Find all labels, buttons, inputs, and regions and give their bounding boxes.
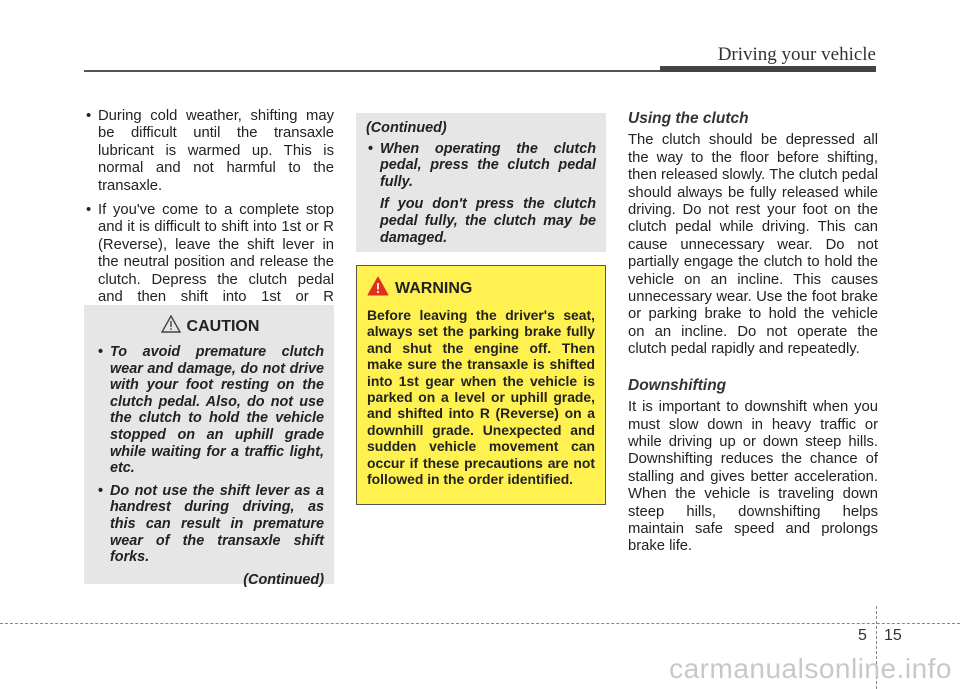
- continued-box: [356, 113, 606, 252]
- caution-list: [96, 344, 324, 566]
- footer-rule: [0, 623, 960, 624]
- continued-item-press-fully: • When operating the clutch pedal, press the clutch pedal fully.: [366, 141, 596, 191]
- warning-box: [356, 265, 606, 505]
- continued-para: If you don't press the clutch pedal fully, the clutch may be damaged.: [380, 196, 596, 246]
- caution-continued: (Continued): [243, 571, 324, 588]
- left-bullet-list: [84, 108, 334, 324]
- caution-box: [84, 305, 334, 588]
- warning-heading: [367, 276, 595, 301]
- page-number: 15: [884, 627, 902, 644]
- chapter-number: 5: [858, 627, 867, 644]
- warning-text: Before leaving the driver's seat, always set the parking brake fully and shut the engine off. Then make sure the transaxle is shifted into 1st gear when the vehicle is parked on a level or uphill grade, and shifted into R (Reverse) on a downhill grade. Unexpected and sudden vehicle movement can occur if these precautions are not followed in the order identified.: [367, 307, 595, 488]
- caution-item-handrest: • Do not use the shift lever as a handrest during driving, as this can result in premature wear of the transaxle shift forks.: [96, 483, 324, 566]
- bullet-complete-stop: • If you've come to a complete stop and it is difficult to shift into 1st or R (Reverse), leave the shift lever in the neutral position and release the clutch. Depress the clutch pedal and then shift into 1st or R: [84, 202, 334, 324]
- caution-heading: [96, 315, 324, 338]
- caution-triangle-icon: [161, 315, 181, 338]
- watermark: carmanualsonline.info: [669, 653, 952, 684]
- left-column: [84, 108, 334, 331]
- header-rule-accent: [660, 66, 876, 72]
- para-using-clutch: The clutch should be depressed all the way to the floor before shifting, then released slowly. The clutch pedal should always be fully released while driving. Do not rest your foot on the clutch pedal while driving. This can cause unnecessary wear. Do not partially engage the clutch to hold the vehicle on an incline. This causes unnecessary wear. Use the foot brake or parking brake to hold the vehicle on an incline. Do not operate the clutch pedal rapidly and repeatedly.: [628, 132, 878, 358]
- continued-list: [366, 141, 596, 191]
- heading-downshifting: Downshifting: [628, 376, 727, 394]
- para-downshifting: It is important to downshift when you must slow down in heavy traffic or while driving up or down steep hills. Downshifting reduces the chance of stalling and gives better acceleration. When the vehicle is traveling down steep hills, downshifting helps maintain safe speed and prolongs brake life.: [628, 399, 878, 555]
- continued-label: (Continued): [366, 120, 447, 136]
- bullet-cold-weather: • During cold weather, shifting may be difficult until the transaxle lubricant is warmed up. This is normal and not harmful to the transaxle.: [84, 108, 334, 195]
- warning-triangle-icon: [367, 276, 389, 301]
- warning-heading-text: WARNING: [395, 279, 473, 297]
- caution-item-clutch-wear: • To avoid premature clutch wear and damage, do not drive with your foot resting on the clutch pedal. Also, do not use the clutch to hold the vehicle stopped on an uphill grade while waiting for a traffic light, etc.: [96, 344, 324, 477]
- header-title: Driving your vehicle: [717, 44, 876, 65]
- caution-heading-text: CAUTION: [186, 317, 260, 335]
- heading-using-clutch: Using the clutch: [628, 110, 749, 127]
- right-column: [628, 110, 878, 556]
